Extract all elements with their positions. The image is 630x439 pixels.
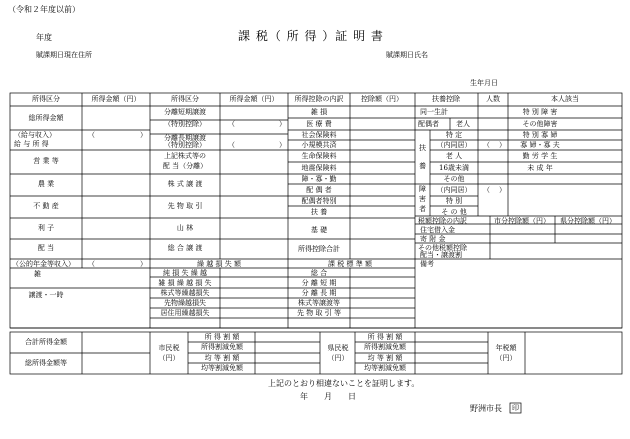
kurikoshi-kyojuyo: 居住用繰越損失: [160, 309, 210, 317]
row-label-sou: 総所得金額: [28, 114, 64, 122]
fuyo-rojin-label: 老人: [456, 120, 470, 128]
kurikoshi-header: 繰 越 損 失 額: [197, 260, 241, 268]
city-row-kintowari-genmen: 均等割減免額: [201, 364, 243, 372]
certification-date: 年 月 日: [300, 392, 356, 401]
fuyo-tokutei: 特 定: [445, 131, 463, 139]
paren-close-kyuyo: ）: [140, 131, 147, 139]
city-row-shotokuwari-genmen: 所得割減免額: [201, 343, 243, 351]
zeigaku-sonota: その他税額控除: [418, 244, 467, 252]
zeigaku-jutaku: 住宅借入金: [420, 226, 455, 234]
kojo-zasson: 雑 損: [310, 108, 328, 116]
col-header-kojo-gaku: 控除額（円）: [361, 95, 403, 103]
row-label-nenkin: （公的年金等収入）: [12, 260, 75, 268]
row-label-fudosan: 不 動 産: [33, 202, 59, 210]
row-label-kyuyo-shunyu: （給与収入）: [14, 131, 56, 139]
pref-row-shotokuwari: 所 得 割 額: [367, 333, 403, 341]
honnin-tokubetsu-shogai: 特 別 障 害: [522, 108, 558, 116]
pref-row-kintowari: 均 等 割 額: [367, 354, 403, 362]
fuyo-side-label-1: 扶: [419, 144, 426, 152]
kojo-seimei: 生命保険料: [301, 152, 337, 160]
shogai-side-label-2: 害: [419, 195, 426, 203]
honnin-sonota-shogai: その他障害: [522, 120, 558, 128]
page-title: 課 税（ 所 得 ）証 明 書: [238, 29, 384, 43]
honnin-kafu: 寡 婦・寡 夫: [520, 141, 560, 149]
mid-sakimono: 先 物 取 引: [167, 202, 203, 210]
mid-tokubetsu-1: （特別控除）: [164, 120, 206, 128]
paren-open-tokubetsu-1: （: [228, 120, 235, 128]
row-label-nogyo: 農 業: [37, 180, 55, 188]
fuyo-16sai: 16歳未満: [439, 164, 469, 172]
col-header-kubun: 所得区分: [32, 95, 60, 103]
fuyo-doitsu: 同一生計: [420, 108, 448, 116]
paren-close-tokubetsu-1: ）: [279, 120, 286, 128]
honnin-tokubetsu-kafu: 特 別 寡 婦: [522, 131, 558, 139]
city-label-2: （円）: [158, 354, 180, 362]
paren-open-nenkin: （: [88, 260, 95, 268]
kojo-haigusha-tokubetsu: 配偶者特別: [301, 197, 337, 205]
zeigaku-haito-joto: 配当・譲渡割: [420, 251, 462, 259]
mid-bunri-choki: 分離長期譲渡: [164, 134, 206, 142]
honnin-kinro: 勤 労 学 生: [522, 152, 558, 160]
hyojun-header: 課 税 標 準 額: [328, 260, 372, 268]
seal-mark: 印: [512, 404, 519, 412]
biko-label: 備考: [420, 260, 434, 268]
zeigaku-header: 税額控除の内訳: [418, 217, 467, 225]
name-label: 賦課期日氏名: [386, 51, 428, 59]
pref-row-shotokuwari-genmen: 所得割減免額: [364, 343, 406, 351]
shogai-dokyo: （内同居）: [436, 186, 472, 194]
mid-kabushiki-haito-1: 上記株式等の: [164, 152, 206, 160]
kojo-jishin: 地震保険料: [301, 164, 337, 172]
row-label-kyuyo: 給 与 所 得: [14, 140, 49, 148]
fuyo-side-label-2: 養: [419, 162, 426, 170]
honnin-miseinen: 未 成 年: [527, 164, 553, 172]
row-label-eigyo: 営 業 等: [33, 157, 59, 165]
fuyo-dokyo: （内同居）: [436, 141, 472, 149]
shogai-sonota: そ の 他: [441, 208, 467, 216]
hyojun-bunri-tanki: 分 離 短 期: [301, 279, 337, 287]
col-header-kingaku2: 所得金額（円）: [229, 95, 279, 103]
fuyo-haigusha: 配偶者: [418, 120, 439, 128]
kurikoshi-zatsu: 雑 損 繰 越 損 失: [158, 279, 212, 287]
hyojun-bunri-choki: 分 離 長 期: [301, 289, 337, 297]
mid-sogo-joto: 総 合 譲 渡: [167, 244, 203, 252]
col-header-kojo-naiyaku: 所得控除の内訳: [294, 95, 344, 103]
pref-label-1: 県民税: [327, 344, 349, 352]
kojo-fuyo: 扶 養: [310, 208, 328, 216]
fuyo-rojin: 老 人: [445, 152, 463, 160]
row-label-joto: 譲渡・一時: [28, 291, 64, 299]
city-label-1: 市民税: [158, 344, 180, 352]
paren-close-tokubetsu-2: ）: [279, 141, 286, 149]
city-row-shotokuwari: 所 得 割 額: [204, 333, 240, 341]
shogai-side-label-3: 者: [419, 205, 426, 213]
kojo-shakai: 社会保険料: [301, 131, 337, 139]
tax-gokei: 合計所得金額: [25, 338, 67, 346]
kurikoshi-sakimono: 先物繰越損失: [164, 299, 206, 307]
fuyo-sonota: その他: [443, 175, 465, 183]
kojo-total: 所得控除合計: [298, 245, 340, 253]
row-label-zatsu: 雑: [34, 270, 41, 278]
mayor-name: 野洲市長: [470, 404, 502, 413]
paren-open-tokubetsu-2: （: [228, 141, 235, 149]
paren-close-nenkin: ）: [140, 260, 147, 268]
kurikoshi-jun: 純 損 失 繰 越: [163, 269, 207, 277]
mid-tokubetsu-2: （特別控除）: [164, 141, 206, 149]
mid-kabushiki-haito-2: 配 当（分離）: [162, 162, 208, 170]
row-label-rishi: 利 子: [37, 224, 55, 232]
kojo-shogai: 障・寡・勤: [301, 175, 337, 183]
era-note: （令和２年度以前）: [8, 5, 80, 14]
pref-label-2: （円）: [327, 354, 349, 362]
paren-open-shogai-dokyo: （: [483, 186, 490, 194]
zeigaku-kifu: 寄 附 金: [420, 235, 446, 243]
hyojun-sogo: 総 合: [310, 269, 328, 277]
col-header-kubun2: 所得区分: [171, 95, 199, 103]
col-header-ninzu: 人数: [486, 95, 500, 103]
pref-row-kintowari-genmen: 均等割減免額: [364, 364, 406, 372]
zeigaku-ken-header: 県分控除額（円）: [560, 217, 616, 225]
shogai-side-label-1: 障: [419, 185, 426, 193]
col-header-honnin: 本人該当: [551, 95, 579, 103]
paren-close-fuyo-dokyo: ）: [499, 141, 506, 149]
mid-sanrin: 山 林: [176, 224, 194, 232]
kojo-kiso: 基 礎: [310, 226, 328, 234]
col-header-fuyo: 扶養控除: [432, 95, 460, 103]
city-row-kintowari: 均 等 割 額: [204, 354, 240, 362]
certification-statement: 上記のとおり相違ないことを証明します。: [268, 379, 420, 388]
mid-bunri-tanki: 分離短期譲渡: [164, 108, 206, 116]
row-label-haito: 配 当: [37, 244, 55, 252]
birth-label: 生年月日: [470, 79, 498, 87]
hyojun-sakimono: 先 物 取 引 等: [297, 309, 341, 317]
col-header-kingaku: 所得金額（円）: [91, 95, 141, 103]
mid-kabushiki-joto: 株 式 譲 渡: [167, 180, 203, 188]
nenzei-label-1: 年税額: [495, 344, 517, 352]
paren-close-shogai-dokyo: ）: [499, 186, 506, 194]
kojo-shokibo: 小規模共済: [301, 141, 337, 149]
year-label: 年度: [36, 33, 52, 42]
shogai-tokubetsu: 特 別: [445, 197, 463, 205]
address-label: 賦課期日現在住所: [36, 51, 92, 59]
hyojun-kabushiki: 株式等譲渡等: [298, 299, 340, 307]
zeigaku-shi-header: 市分控除額（円）: [494, 217, 550, 225]
kojo-iryo: 医 療 費: [306, 120, 332, 128]
kojo-haigusha: 配 偶 者: [306, 186, 332, 194]
kurikoshi-kabushiki: 株式等繰越損失: [160, 289, 210, 297]
nenzei-label-2: （円）: [495, 354, 517, 362]
paren-open-fuyo-dokyo: （: [483, 141, 490, 149]
paren-open-kyuyo: （: [88, 131, 95, 139]
tax-sou: 総所得金額等: [25, 359, 67, 367]
